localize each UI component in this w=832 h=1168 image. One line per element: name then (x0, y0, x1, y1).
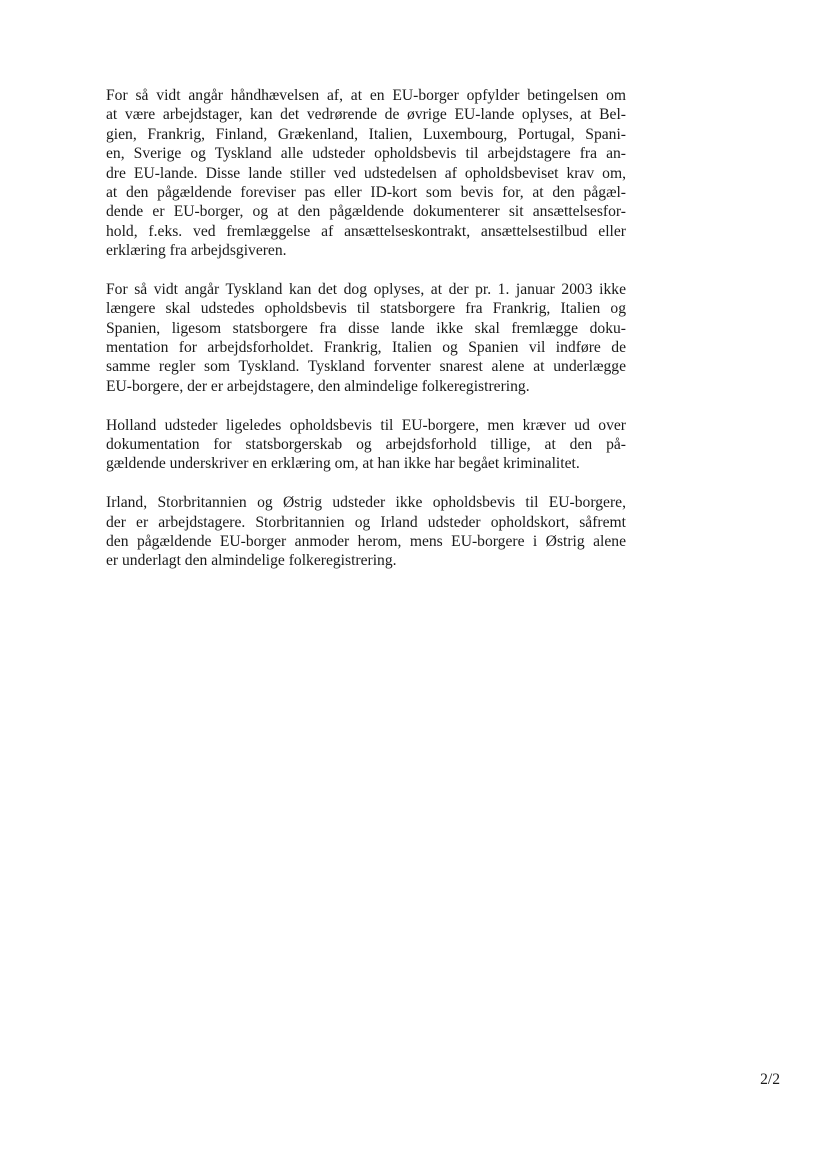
text-line: der er arbejdstagere. Storbritannien og Irland udsteder opholdskort, såfremt (106, 513, 626, 531)
paragraph-2 (106, 280, 626, 396)
text-line: at være arbejdstager, kan det vedrørende de øvrige EU-lande oplyses, at Bel- (106, 106, 626, 124)
paragraph-3 (106, 416, 626, 474)
text-line: Spanien, ligesom statsborgere fra disse lande ikke skal fremlægge doku- (106, 319, 626, 337)
body-text (106, 86, 626, 590)
text-line: mentation for arbejdsforholdet. Frankrig, Italien og Spanien vil indføre de (106, 339, 626, 357)
text-line: dende er EU-borger, og at den pågældende dokumenterer sit ansættelsesfor- (106, 203, 626, 221)
text-line: For så vidt angår håndhævelsen af, at en EU-borger opfylder betingelsen om (106, 87, 626, 104)
text-line: EU-borgere, der er arbejdstagere, den almindelige folkeregistrering. (106, 377, 530, 395)
text-line: gældende underskriver en erklæring om, at han ikke har begået kriminalitet. (106, 455, 580, 473)
paragraph-4 (106, 493, 626, 571)
page-number: 2/2 (760, 1071, 780, 1088)
text-line: længere skal udstedes opholdsbevis til statsborgere fra Frankrig, Italien og (106, 300, 626, 318)
text-line: Irland, Storbritannien og Østrig udsteder ikke opholdsbevis til EU-borgere, (106, 494, 626, 512)
text-line: en, Sverige og Tyskland alle udsteder opholdsbevis til arbejdstagere fra an- (106, 145, 626, 163)
text-line: dre EU-lande. Disse lande stiller ved udstedelsen af opholdsbeviset krav om, (106, 164, 626, 182)
text-line: at den pågældende foreviser pas eller ID-kort som bevis for, at den pågæl- (106, 183, 626, 201)
text-line: Holland udsteder ligeledes opholdsbevis til EU-borgere, men kræver ud over (106, 416, 626, 434)
text-line: den pågældende EU-borger anmoder herom, mens EU-borgere i Østrig alene (106, 532, 626, 550)
text-line: erklæring fra arbejdsgiveren. (106, 242, 287, 260)
text-line: gien, Frankrig, Finland, Grækenland, Italien, Luxembourg, Portugal, Spani- (106, 125, 626, 143)
text-line: hold, f.eks. ved fremlæggelse af ansættelseskontrakt, ansættelsestilbud eller (106, 222, 626, 240)
text-line: dokumentation for statsborgerskab og arbejdsforhold tillige, at den på- (106, 436, 626, 454)
text-line: For så vidt angår Tyskland kan det dog oplyses, at der pr. 1. januar 2003 ikke (106, 280, 626, 298)
text-line: samme regler som Tyskland. Tyskland forventer snarest alene at underlægge (106, 358, 626, 376)
paragraph-1 (106, 86, 626, 261)
text-line: er underlagt den almindelige folkeregistrering. (106, 552, 397, 570)
